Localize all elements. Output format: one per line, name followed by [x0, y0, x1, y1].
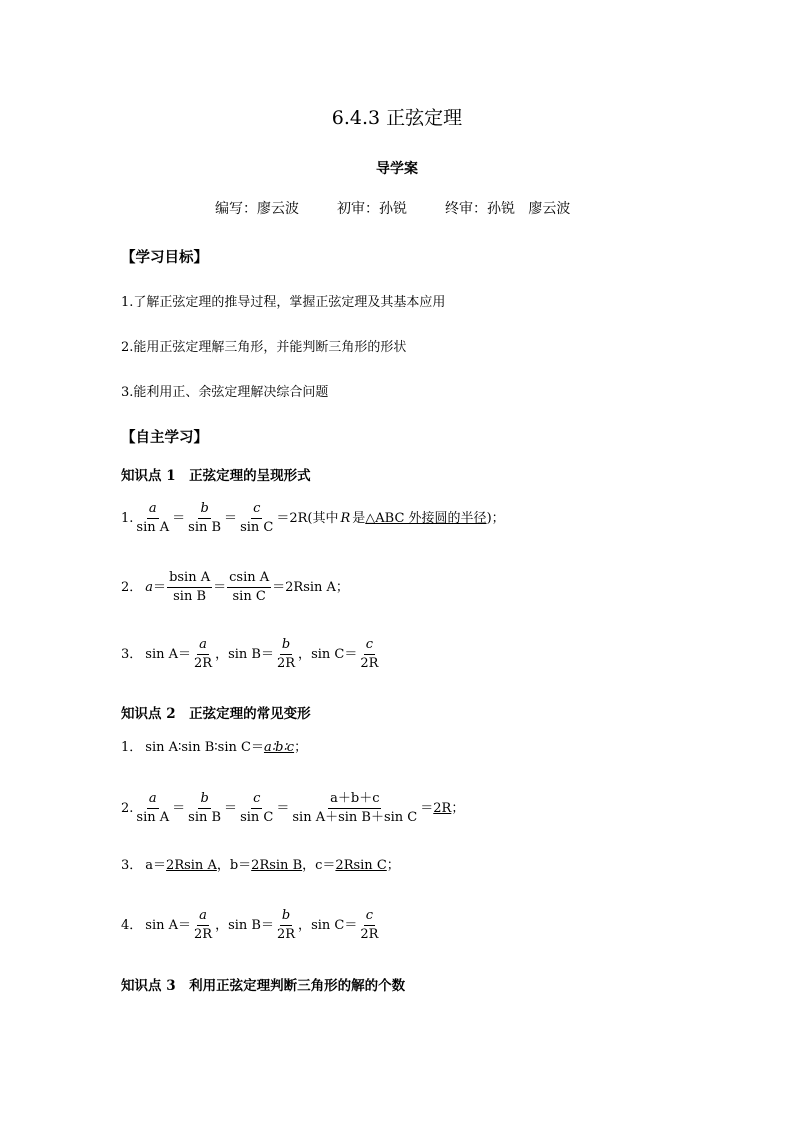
page-subtitle: 导学案 — [376, 161, 418, 177]
kp2-formula-4: 4． sin A＝ $\frac{a}{2R}$ ， sin B＝ $\frac{b}{2R}$ ， sin C＝ $\frac{c}{2R}$ — [121, 908, 379, 942]
kp1-formula-2: 2． a ＝ $\frac{\text{bsin A}}{\text{sin B}}$ ＝ $\frac{\text{csin A}}{\text{sin C}}$ ＝2Rsin A； — [121, 570, 349, 604]
kp1-formula-3: 3． sin A＝ $\frac{a}{2R}$ ， sin B＝ $\frac{b}{2R}$ ， sin C＝ $\frac{c}{2R}$ — [121, 637, 379, 671]
goal-item-2: 2.能用正弦定理解三角形，并能判断三角形的形状 — [121, 340, 407, 355]
self-study-heading: 【自主学习】 — [121, 429, 208, 446]
page-title: 6.4.3 正弦定理 — [331, 107, 463, 129]
ratio-answer: a∶b∶c — [263, 740, 295, 755]
sum-ratio-answer: 2R — [433, 800, 452, 816]
kp1-heading: 知识点 1 正弦定理的呈现形式 — [121, 468, 311, 484]
a-answer: 2Rsin A — [166, 858, 217, 873]
kp2-formula-2: 2. $\frac{a}{\text{sin A}}$ ＝ $\frac{b}{\text{sin B}}$ ＝ $\frac{c}{\text{sin C}}$ ＝ $\frac{a+b+c}{\text{sin A＋sin B＋sin C}}$ ＝ 2R ； — [121, 791, 465, 825]
goals-heading: 【学习目标】 — [121, 249, 208, 266]
credits-line — [215, 198, 570, 218]
kp3-heading: 知识点 3 利用正弦定理判断三角形的解的个数 — [121, 978, 406, 994]
circumradius-answer: △ABC 外接圆的半径 — [365, 510, 487, 526]
kp2-heading: 知识点 2 正弦定理的常见变形 — [121, 706, 311, 722]
first-review-credit: 初审：孙锐 — [337, 201, 407, 217]
c-answer: 2Rsin C — [335, 858, 387, 873]
author-credit: 编写：廖云波 — [215, 201, 299, 217]
kp2-formula-3: 3． a＝ 2Rsin A ， b＝ 2Rsin B ， c＝ 2Rsin C ； — [121, 858, 400, 873]
kp1-formula-1: 1. $\frac{a}{\text{sin A}}$ ＝ $\frac{b}{\text{sin B}}$ ＝ $\frac{c}{\text{sin C}}$ ＝2R(其中 R 是 △ABC 外接圆的半径 )； — [121, 501, 505, 535]
goal-item-1: 1.了解正弦定理的推导过程，掌握正弦定理及其基本应用 — [121, 295, 446, 310]
b-answer: 2Rsin B — [251, 858, 303, 873]
goal-item-3: 3.能利用正、余弦定理解决综合问题 — [121, 385, 329, 400]
kp2-formula-1: 1． sin A∶sin B∶sin C＝ a∶b∶c ； — [121, 740, 308, 755]
final-review-credit: 终审：孙锐 廖云波 — [445, 201, 571, 217]
